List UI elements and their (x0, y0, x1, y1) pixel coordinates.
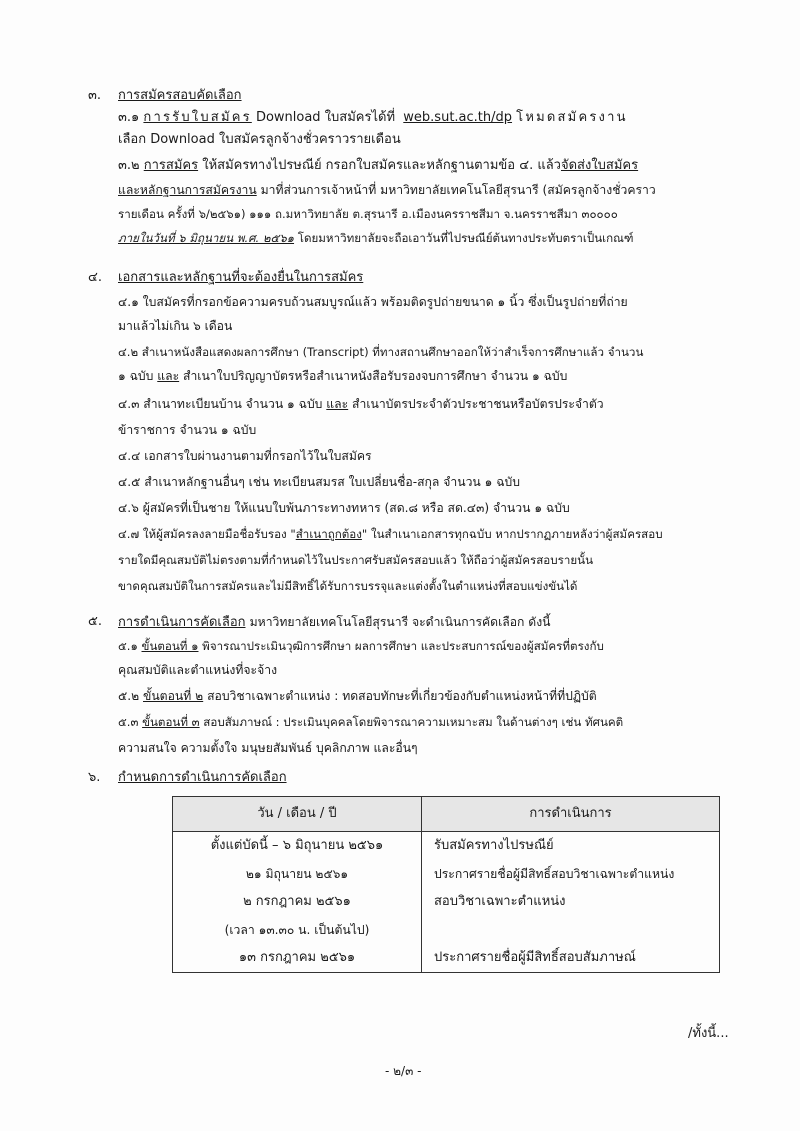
section-4-title: เอกสารและหลักฐานที่จะต้องยื่นในการสมัคร (118, 270, 364, 285)
section-4-7-line-2: รายใดมีคุณสมบัติไม่ตรงตามที่กำหนดไว้ในประกาศรับสมัครสอบแล้ว ให้ถือว่าผู้สมัครสอบรายนั้น (118, 553, 593, 567)
section-5-3-line-2: ความสนใจ ความตั้งใจ มนุษยสัมพันธ์ บุคลิกภาพ และอื่นๆ (118, 741, 418, 755)
section-4-2-line-1: ๔.๒ สำเนาหนังสือแสดงผลการศึกษา (Transcript) ที่ทางสถานศึกษาออกให้ว่าสำเร็จการศึกษาแล้ว จำนวน (118, 345, 644, 359)
section-6-title: กำหนดการดำเนินการคัดเลือก (118, 770, 287, 785)
table-cell-action: รับสมัครทางไปรษณีย์ (422, 832, 720, 861)
section-3-2-underline-1: จัดส่งใบสมัคร (560, 158, 639, 173)
section-3-2-heading: การสมัคร (143, 158, 199, 173)
section-3-2-line-2-rest: มาที่ส่วนการเจ้าหน้าที่ มหาวิทยาลัยเทคโนโลยีสุรนารี (สมัครลูกจ้างชั่วคราว (260, 183, 656, 197)
section-4-3-part-b: สำเนาบัตรประจำตัวประชาชนหรือบัตรประจำตัว (352, 397, 604, 411)
section-3-1-heading: การรับใบสมัคร (143, 110, 252, 125)
table-cell-date: ๒ กรกฎาคม ๒๕๖๑ (173, 888, 422, 916)
section-4-2-and: และ (157, 369, 180, 383)
table-cell-action: สอบวิชาเฉพาะตำแหน่ง (422, 888, 720, 916)
section-5-3-text: สอบสัมภาษณ์ : ประเมินบุคคลโดยพิจารณาความเหมาะสม ในด้านต่างๆ เช่น ทัศนคติ (203, 715, 624, 729)
table-row (173, 944, 720, 973)
section-5-2-text: สอบวิชาเฉพาะตำแหน่ง : ทดสอบทักษะที่เกี่ยวข้องกับตำแหน่งหน้าที่ที่ปฏิบัติ (207, 689, 597, 703)
table-cell-action (422, 916, 720, 944)
section-3-number: ๓. (88, 88, 102, 103)
section-3-2-text: ให้สมัครทางไปรษณีย์ กรอกใบสมัครและหลักฐานตามข้อ ๔. แล้ว (202, 158, 561, 173)
table-row (173, 916, 720, 944)
table-cell-date: ๑๓ กรกฎาคม ๒๕๖๑ (173, 944, 422, 973)
section-3-1-text-2: โหมดสมัครงาน (516, 110, 628, 125)
section-4-7-part-b: " ในสำเนาเอกสารทุกฉบับ หากปรากฏภายหลังว่าผู้สมัครสอบ (361, 527, 663, 541)
section-5-3-line-1 (118, 712, 623, 732)
section-5-1-line-2: คุณสมบัติและตำแหน่งที่จะจ้าง (118, 663, 278, 677)
section-3-1-line-1 (118, 108, 628, 128)
section-4-2-copies: ๑ ฉบับ (118, 369, 154, 383)
section-3-2-line-4 (118, 228, 634, 248)
section-5-1-step: ขั้นตอนที่ ๑ (141, 639, 199, 653)
table-row (173, 888, 720, 916)
section-3-1-line-2: เลือก Download ใบสมัครลูกจ้างชั่วคราวรายเดือน (118, 132, 401, 147)
section-5-title: การดำเนินการคัดเลือก (118, 615, 246, 630)
section-3-2-line-3: รายเดือน ครั้งที่ ๖/๒๕๖๑) ๑๑๑ ถ.มหาวิทยาลัย ต.สุรนารี อ.เมืองนครราชสีมา จ.นครราชสีมา ๓๐๐๐๐ (118, 207, 618, 221)
application-url-link[interactable]: web.sut.ac.th/dp (403, 110, 513, 125)
section-4-7-line-3: ขาดคุณสมบัติในการสมัครและไม่มีสิทธิ์ได้รับการบรรจุและแต่งตั้งในตำแหน่งที่สอบแข่งขันได้ (118, 579, 578, 593)
section-5-number: ๕. (88, 614, 102, 629)
section-6-number: ๖. (88, 770, 101, 785)
table-cell-date: ตั้งแต่บัดนี้ – ๖ มิถุนายน ๒๕๖๑ (173, 832, 422, 861)
section-4-3-part-a: ๔.๓ สำเนาทะเบียนบ้าน จำนวน ๑ ฉบับ (118, 397, 323, 411)
section-3-2-line-1 (118, 156, 638, 176)
section-3-2-line-4-rest: โดยมหาวิทยาลัยจะถือเอาวันที่ไปรษณีย์ต้นทางประทับตราเป็นเกณฑ์ (297, 231, 634, 245)
section-4-1-line-1: ๔.๑ ใบสมัครที่กรอกข้อความครบถ้วนสมบูรณ์แล้ว พร้อมติดรูปถ่ายขนาด ๑ นิ้ว ซึ่งเป็นรูปถ่ายที่ถ่าย (118, 295, 628, 309)
section-4-number: ๔. (88, 270, 102, 285)
section-5-2-step: ขั้นตอนที่ ๒ (143, 689, 204, 703)
section-5-1-text: พิจารณาประเมินวุฒิการศึกษา ผลการศึกษา และประสบการณ์ของผู้สมัครที่ตรงกับ (202, 639, 604, 653)
section-3-title: การสมัครสอบคัดเลือก (118, 88, 242, 103)
section-4-2-line-2-rest: สำเนาใบปริญญาบัตรหรือสำเนาหนังสือรับรองจบการศึกษา จำนวน ๑ ฉบับ (183, 369, 568, 383)
section-5-3-step: ขั้นตอนที่ ๓ (142, 715, 200, 729)
table-cell-action: ประกาศรายชื่อผู้มีสิทธิ์สอบวิชาเฉพาะตำแหน่ง (422, 860, 720, 888)
section-4-7-part-a: ๔.๗ ให้ผู้สมัครลงลายมือชื่อรับรอง " (118, 527, 296, 541)
section-5-1-line-1 (118, 636, 604, 656)
section-5-1-label: ๕.๑ (118, 639, 138, 653)
continuation-marker: /ทั้งนี้... (688, 1026, 729, 1041)
section-5-2-line (118, 686, 597, 706)
section-3-1-label: ๓.๑ (118, 110, 140, 125)
section-4-3-line-2: ข้าราชการ จำนวน ๑ ฉบับ (118, 423, 257, 437)
table-header-row (173, 797, 720, 832)
section-5-title-rest: มหาวิทยาลัยเทคโนโลยีสุรนารี จะดำเนินการคัดเลือก ดังนี้ (249, 615, 551, 629)
section-3-2-underline-2: และหลักฐานการสมัครงาน (118, 183, 257, 197)
section-5-2-label: ๕.๒ (118, 689, 140, 703)
table-cell-date: (เวลา ๑๓.๓๐ น. เป็นต้นไป) (173, 916, 422, 944)
column-header-action: การดำเนินการ (422, 797, 720, 832)
section-5-3-label: ๕.๓ (118, 715, 139, 729)
section-4-3-line-1 (118, 394, 604, 414)
table-cell-date: ๒๑ มิถุนายน ๒๕๖๑ (173, 860, 422, 888)
section-3-2-line-2 (118, 180, 656, 200)
table-row (173, 860, 720, 888)
page-number: - ๒/๓ - (385, 1064, 422, 1078)
application-deadline: ภายในวันที่ ๖ มิถุนายน พ.ศ. ๒๕๖๑ (118, 231, 295, 245)
section-3-2-label: ๓.๒ (118, 158, 140, 173)
certified-copy-quote: สำเนาถูกต้อง (295, 527, 362, 541)
section-3-1-text: Download ใบสมัครได้ที่ (255, 110, 396, 125)
section-5-heading-line (118, 612, 551, 633)
section-4-5: ๔.๕ สำเนาหลักฐานอื่นๆ เช่น ทะเบียนสมรส ใบเปลี่ยนชื่อ-สกุล จำนวน ๑ ฉบับ (118, 475, 521, 489)
section-4-2-line-2 (118, 366, 567, 386)
column-header-date: วัน / เดือน / ปี (173, 797, 422, 832)
schedule-table (172, 796, 720, 973)
section-4-4: ๔.๔ เอกสารใบผ่านงานตามที่กรอกไว้ในใบสมัคร (118, 449, 372, 463)
table-cell-action: ประกาศรายชื่อผู้มีสิทธิ์สอบสัมภาษณ์ (422, 944, 720, 973)
section-4-7-line-1 (118, 524, 663, 544)
table-row (173, 832, 720, 861)
section-4-3-and: และ (326, 397, 349, 411)
section-4-6: ๔.๖ ผู้สมัครที่เป็นชาย ให้แนบใบพ้นภาระทางทหาร (สด.๘ หรือ สด.๔๓) จำนวน ๑ ฉบับ (118, 501, 570, 515)
section-4-1-line-2: มาแล้วไม่เกิน ๖ เดือน (118, 319, 233, 333)
